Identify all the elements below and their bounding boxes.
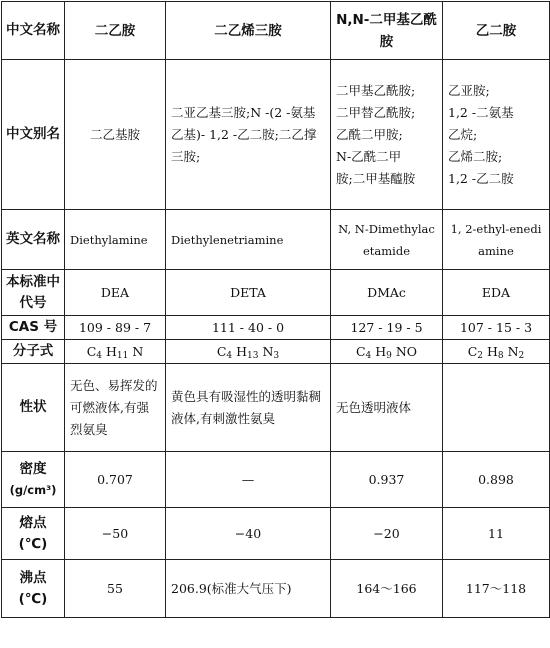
cell-formula-deta: $C_4$ $H_{13}$ $N_3$	[166, 340, 331, 364]
cell-code-dmac: DMAc	[331, 270, 443, 316]
cell-boiling-deta: 206.9(标准大气压下)	[166, 560, 331, 618]
cell-name-eda: 乙二胺	[443, 2, 550, 60]
cell-boiling-eda: 117～118	[443, 560, 550, 618]
row-chinese-alias	[2, 60, 550, 210]
row-english-name	[2, 210, 550, 270]
row-chinese-name	[2, 2, 550, 60]
cell-props-dmac: 无色透明液体	[331, 364, 443, 452]
alias-line: 乙烷;	[448, 126, 478, 142]
alias-line: 乙亚胺;	[448, 82, 490, 98]
cell-density-dmac: 0.937	[331, 452, 443, 508]
cell-cas-deta: 111 - 40 - 0	[166, 316, 331, 340]
header-melting: 熔点 (℃)	[2, 508, 65, 560]
cell-melting-dmac: −20	[331, 508, 443, 560]
header-chinese-alias: 中文别名	[2, 60, 65, 210]
row-properties	[2, 364, 550, 452]
alias-line: N-乙酰二甲	[336, 148, 402, 164]
cell-props-deta: 黄色具有吸湿性的透明黏稠液体,有刺激性氨臭	[166, 364, 331, 452]
row-density	[2, 452, 550, 508]
cell-name-dmac: N,N-二甲基乙酰胺	[331, 2, 443, 60]
cell-boiling-dea: 55	[65, 560, 166, 618]
alias-line: 1,2 -乙二胺	[448, 170, 514, 186]
header-std-code: 本标准中代号	[2, 270, 65, 316]
cell-cas-eda: 107 - 15 - 3	[443, 316, 550, 340]
cell-melting-eda: 11	[443, 508, 550, 560]
cell-name-dea: 二乙胺	[65, 2, 166, 60]
chemical-properties-table	[1, 1, 550, 618]
cell-english-eda: 1, 2-ethyl-enediamine	[443, 210, 550, 270]
header-cas: CAS 号	[2, 316, 65, 340]
alias-line: 乙烯二胺;	[448, 148, 503, 164]
header-chinese-name: 中文名称	[2, 2, 65, 60]
cell-name-deta: 二乙烯三胺	[166, 2, 331, 60]
alias-line: 二甲替乙酰胺;	[336, 104, 416, 120]
cell-melting-deta: −40	[166, 508, 331, 560]
cell-alias-dea: 二乙基胺	[65, 60, 166, 210]
alias-line: 1,2 -二氨基	[448, 104, 514, 120]
cell-english-dea: Diethylamine	[65, 210, 166, 270]
cell-density-deta: —	[166, 452, 331, 508]
cell-density-eda: 0.898	[443, 452, 550, 508]
cell-formula-dea: $C_4$ $H_{11}$ N	[65, 340, 166, 364]
alias-line: 乙酰二甲胺;	[336, 126, 403, 142]
cell-english-dmac: N, N-Dimethylacetamide	[331, 210, 443, 270]
cell-alias-eda	[443, 60, 550, 210]
cell-melting-dea: −50	[65, 508, 166, 560]
cell-english-deta: Diethylenetriamine	[166, 210, 331, 270]
cell-code-eda: EDA	[443, 270, 550, 316]
header-boiling: 沸点 (℃)	[2, 560, 65, 618]
cell-alias-dmac	[331, 60, 443, 210]
row-cas	[2, 316, 550, 340]
cell-formula-dmac: $C_4$ $H_9$ NO	[331, 340, 443, 364]
cell-props-eda	[443, 364, 550, 452]
row-melting	[2, 508, 550, 560]
cell-boiling-dmac: 164～166	[331, 560, 443, 618]
cell-cas-dea: 109 - 89 - 7	[65, 316, 166, 340]
chemical-properties-table-wrapper	[1, 1, 549, 647]
row-formula	[2, 340, 550, 364]
cell-code-deta: DETA	[166, 270, 331, 316]
row-std-code	[2, 270, 550, 316]
header-english-name: 英文名称	[2, 210, 65, 270]
header-formula: 分子式	[2, 340, 65, 364]
cell-cas-dmac: 127 - 19 - 5	[331, 316, 443, 340]
cell-props-dea: 无色、易挥发的可燃液体,有强烈氨臭	[65, 364, 166, 452]
cell-formula-eda: $C_2$ $H_8$ $N_2$	[443, 340, 550, 364]
cell-alias-deta: 二亚乙基三胺;N -(2 -氨基乙基)- 1,2 -乙二胺;二乙撑三胺;	[166, 60, 331, 210]
header-properties: 性状	[2, 364, 65, 452]
header-density: 密度 (g/cm³)	[2, 452, 65, 508]
cell-code-dea: DEA	[65, 270, 166, 316]
alias-line: 胺;二甲基醯胺	[336, 170, 416, 186]
row-boiling	[2, 560, 550, 618]
alias-line: 二甲基乙酰胺;	[336, 82, 416, 98]
cell-density-dea: 0.707	[65, 452, 166, 508]
